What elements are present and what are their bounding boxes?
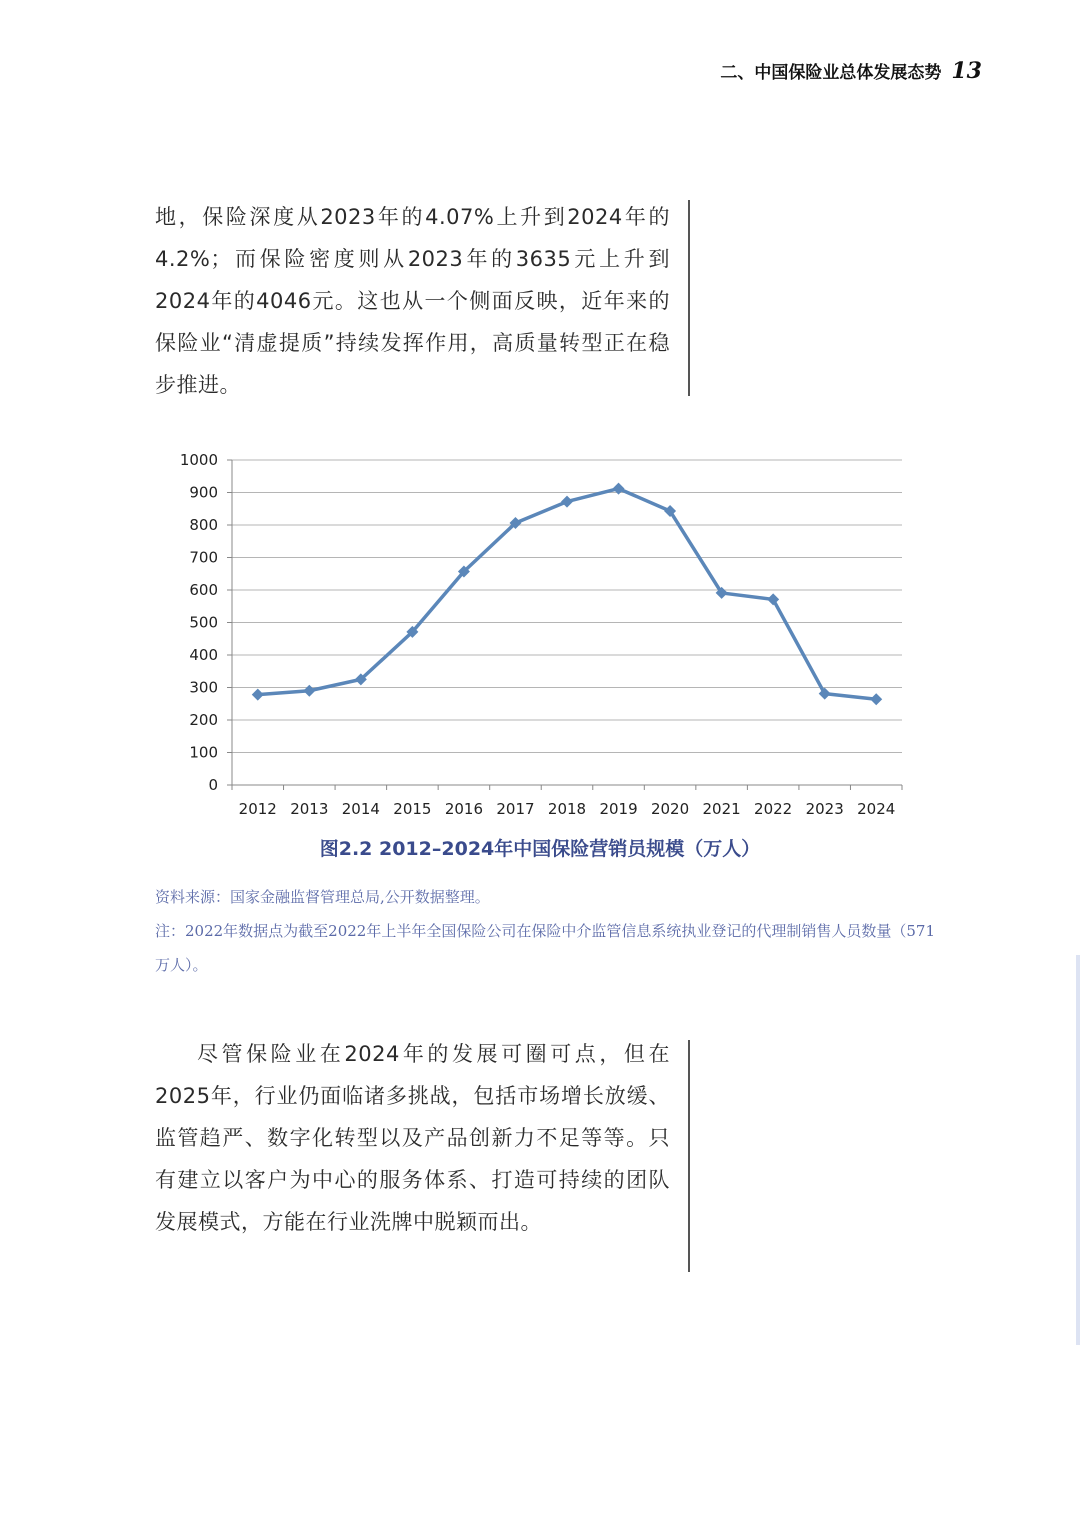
x-tick-label: 2024 <box>857 800 896 818</box>
series-line <box>258 489 876 700</box>
data-point <box>303 685 315 697</box>
figure-caption: 图2.2 2012–2024年中国保险营销员规模（万人） <box>319 838 761 860</box>
y-tick-label: 200 <box>189 711 218 729</box>
x-tick-label: 2021 <box>702 800 741 818</box>
source-note: 资料来源：国家金融监督管理总局,公开数据整理。 <box>155 888 490 906</box>
x-tick-label: 2019 <box>599 800 638 818</box>
x-tick-label: 2013 <box>290 800 329 818</box>
y-tick-label: 800 <box>189 516 218 534</box>
x-tick-label: 2016 <box>444 800 484 818</box>
y-tick-label: 0 <box>208 776 218 794</box>
line-chart <box>150 440 930 830</box>
x-tick-label: 2015 <box>393 800 432 818</box>
footnote: 注：2022年数据点为截至2022年上半年全国保险公司在保险中介监管信息系统执业登记的代理制销售人员数量（571万人）。 <box>155 922 935 974</box>
y-tick-label: 700 <box>189 548 218 567</box>
x-tick-label: 2022 <box>754 800 793 818</box>
figure-notes <box>155 880 945 982</box>
y-tick-label: 900 <box>189 483 218 502</box>
y-tick-label: 1000 <box>179 451 218 469</box>
x-tick-label: 2017 <box>496 800 535 818</box>
y-tick-label: 600 <box>189 581 218 599</box>
data-point <box>561 496 573 508</box>
body-paragraph-1 <box>155 196 670 406</box>
paragraph-text: 尽管保险业在2024年的发展可圈可点，但在2025年，行业仍面临诸多挑战，包括市场增长放缓、监管趋严、数字化转型以及产品创新力不足等等。只有建立以客户为中心的服务体系、打造可持续的团队发展模式，方能在行业洗牌中脱颖而出。 <box>155 1042 670 1234</box>
page-number: 13 <box>951 58 982 84</box>
x-tick-label: 2023 <box>805 800 844 818</box>
paragraph-text: 地，保险深度从2023年的4.07%上升到2024年的4.2%；而保险密度则从2023年的3635元上升到2024年的4046元。这也从一个侧面反映，近年来的保险业“清虚提质”持续发挥作用，高质量转型正在稳步推进。 <box>155 205 670 397</box>
y-tick-label: 400 <box>189 646 218 664</box>
margin-rule <box>688 200 690 396</box>
chapter-title: 二、中国保险业总体发展态势 <box>720 63 942 83</box>
running-header <box>720 58 982 84</box>
y-tick-label: 100 <box>189 743 218 762</box>
x-axis-ticks <box>232 785 902 818</box>
x-tick-label: 2012 <box>238 800 277 818</box>
x-tick-label: 2018 <box>547 800 587 818</box>
data-points <box>252 483 882 706</box>
data-point <box>870 693 882 705</box>
body-paragraph-2 <box>155 1033 670 1243</box>
page-edge-marker <box>1076 955 1080 1345</box>
x-tick-label: 2014 <box>341 800 380 818</box>
margin-rule <box>688 1040 690 1272</box>
x-tick-label: 2020 <box>650 800 690 818</box>
y-axis-ticks <box>180 451 232 794</box>
data-point <box>252 689 264 701</box>
y-tick-label: 300 <box>189 678 218 697</box>
y-tick-label: 500 <box>189 613 218 632</box>
